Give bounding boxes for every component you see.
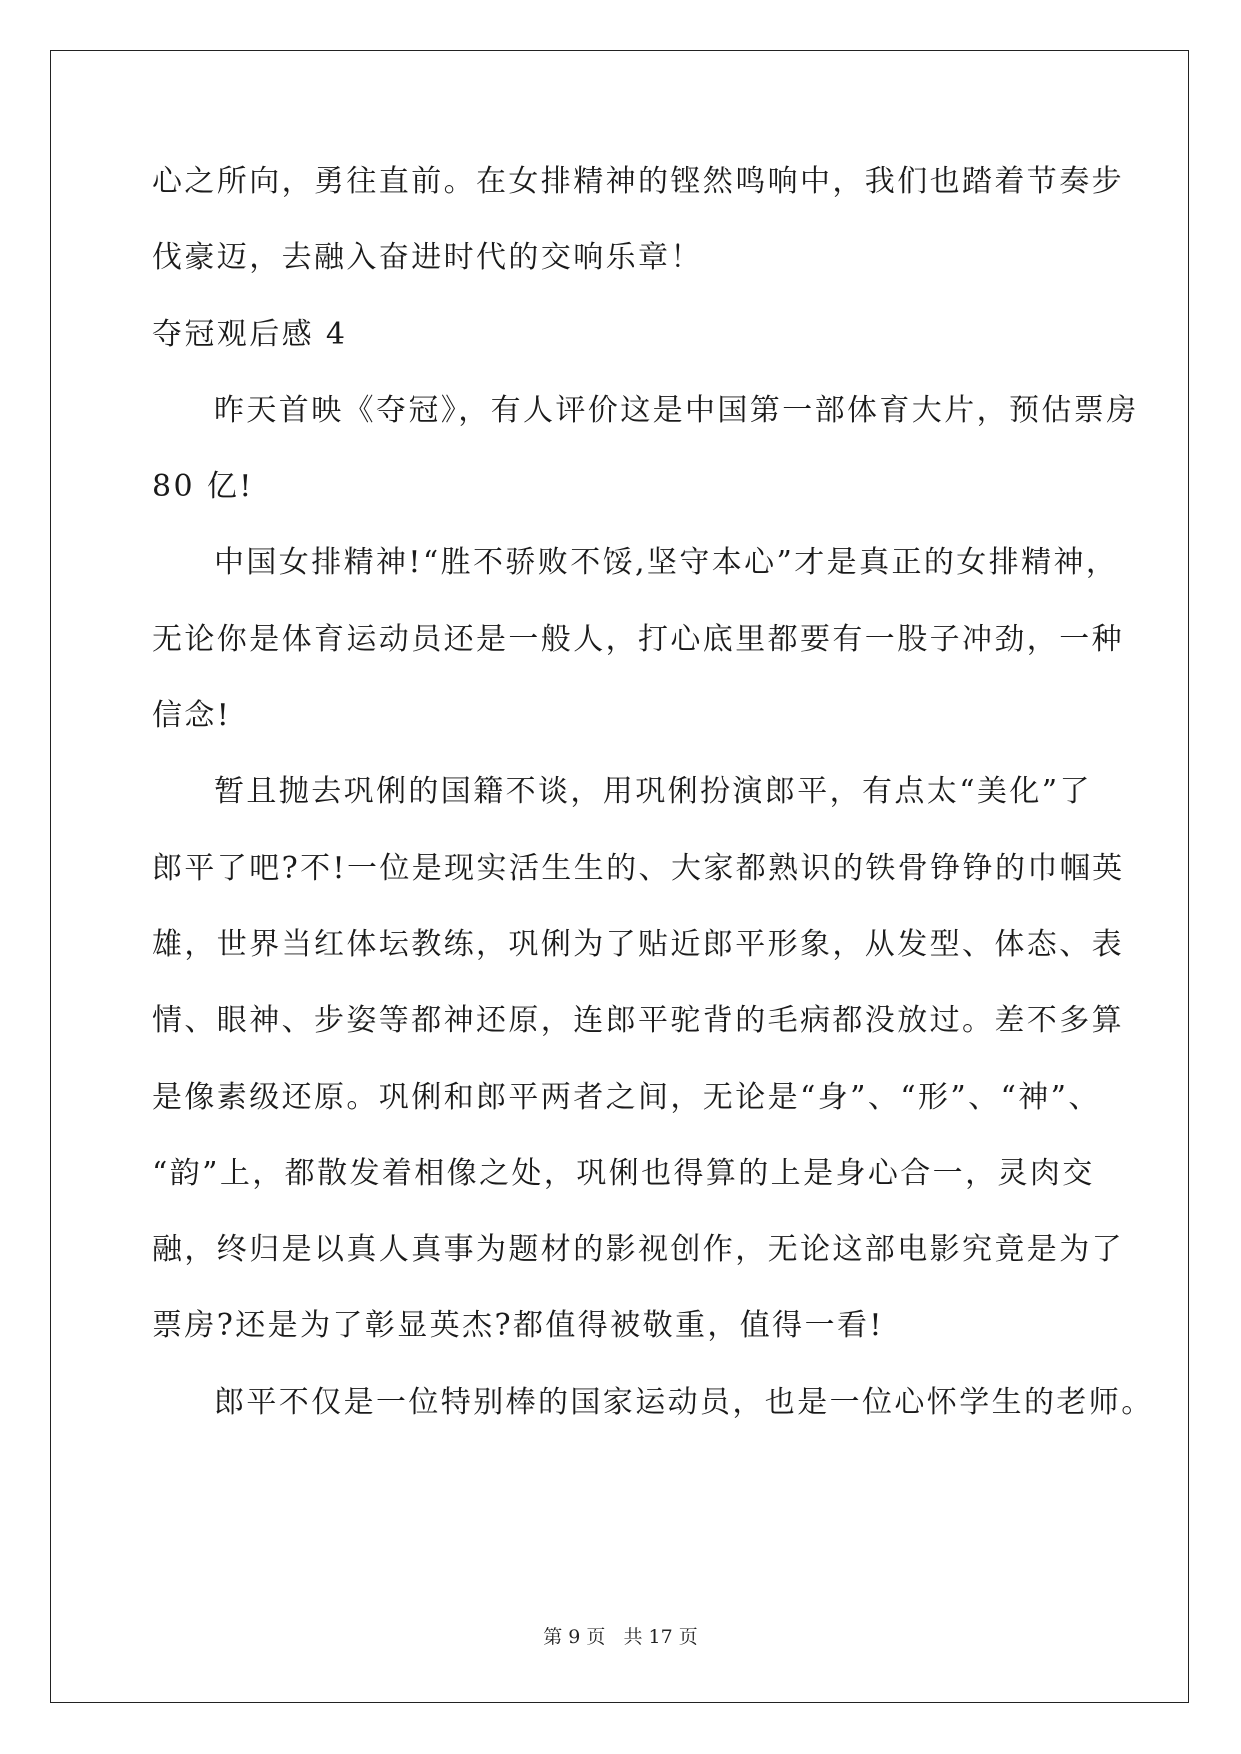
text-line: 暂且抛去巩俐的国籍不谈，用巩俐扮演郎平，有点太“美化”了	[214, 774, 1092, 810]
text-line: 情、眼神、步姿等都神还原，连郎平驼背的毛病都没放过。差不多算	[152, 1003, 1124, 1039]
text-line: 昨天首映《夺冠》，有人评价这是中国第一部体育大片，预估票房	[214, 392, 1139, 428]
section-heading: 夺冠观后感 4	[152, 316, 348, 352]
page-footer	[0, 1622, 1241, 1649]
text-line: “韵”上，都散发着相像之处，巩俐也得算的上是身心合一，灵肉交	[152, 1155, 1095, 1191]
text-line: 无论你是体育运动员还是一般人，打心底里都要有一股子冲劲，一种	[152, 621, 1124, 657]
page-number: 第 9 页	[543, 1626, 606, 1648]
page-total: 共 17 页	[623, 1626, 698, 1648]
text-line: 心之所向，勇往直前。在女排精神的铿然鸣响中，我们也踏着节奏步	[152, 164, 1124, 199]
document-body	[152, 158, 1154, 1455]
text-line: 票房?还是为了彰显英杰?都值得被敬重，值得一看!	[152, 1308, 884, 1344]
text-line: 雄，世界当红体坛教练，巩俐为了贴近郎平形象，从发型、体态、表	[152, 926, 1124, 962]
text-line: 中国女排精神!“胜不骄败不馁,坚守本心”才是真正的女排精神，	[214, 545, 1119, 581]
text-line: 郎平了吧?不!一位是现实活生生的、大家都熟识的铁骨铮铮的巾帼英	[152, 850, 1125, 886]
text-line: 伐豪迈，去融入奋进时代的交响乐章！	[152, 240, 703, 276]
text-line: 80 亿!	[152, 469, 254, 505]
text-line: 郎平不仅是一位特别棒的国家运动员，也是一位心怀学生的老师。	[214, 1384, 1154, 1420]
text-line: 信念!	[152, 698, 232, 734]
text-line: 融，终归是以真人真事为题材的影视创作，无论这部电影究竟是为了	[152, 1232, 1124, 1268]
text-line: 是像素级还原。巩俐和郎平两者之间，无论是“身”、“形”、“神”、	[152, 1079, 1101, 1115]
